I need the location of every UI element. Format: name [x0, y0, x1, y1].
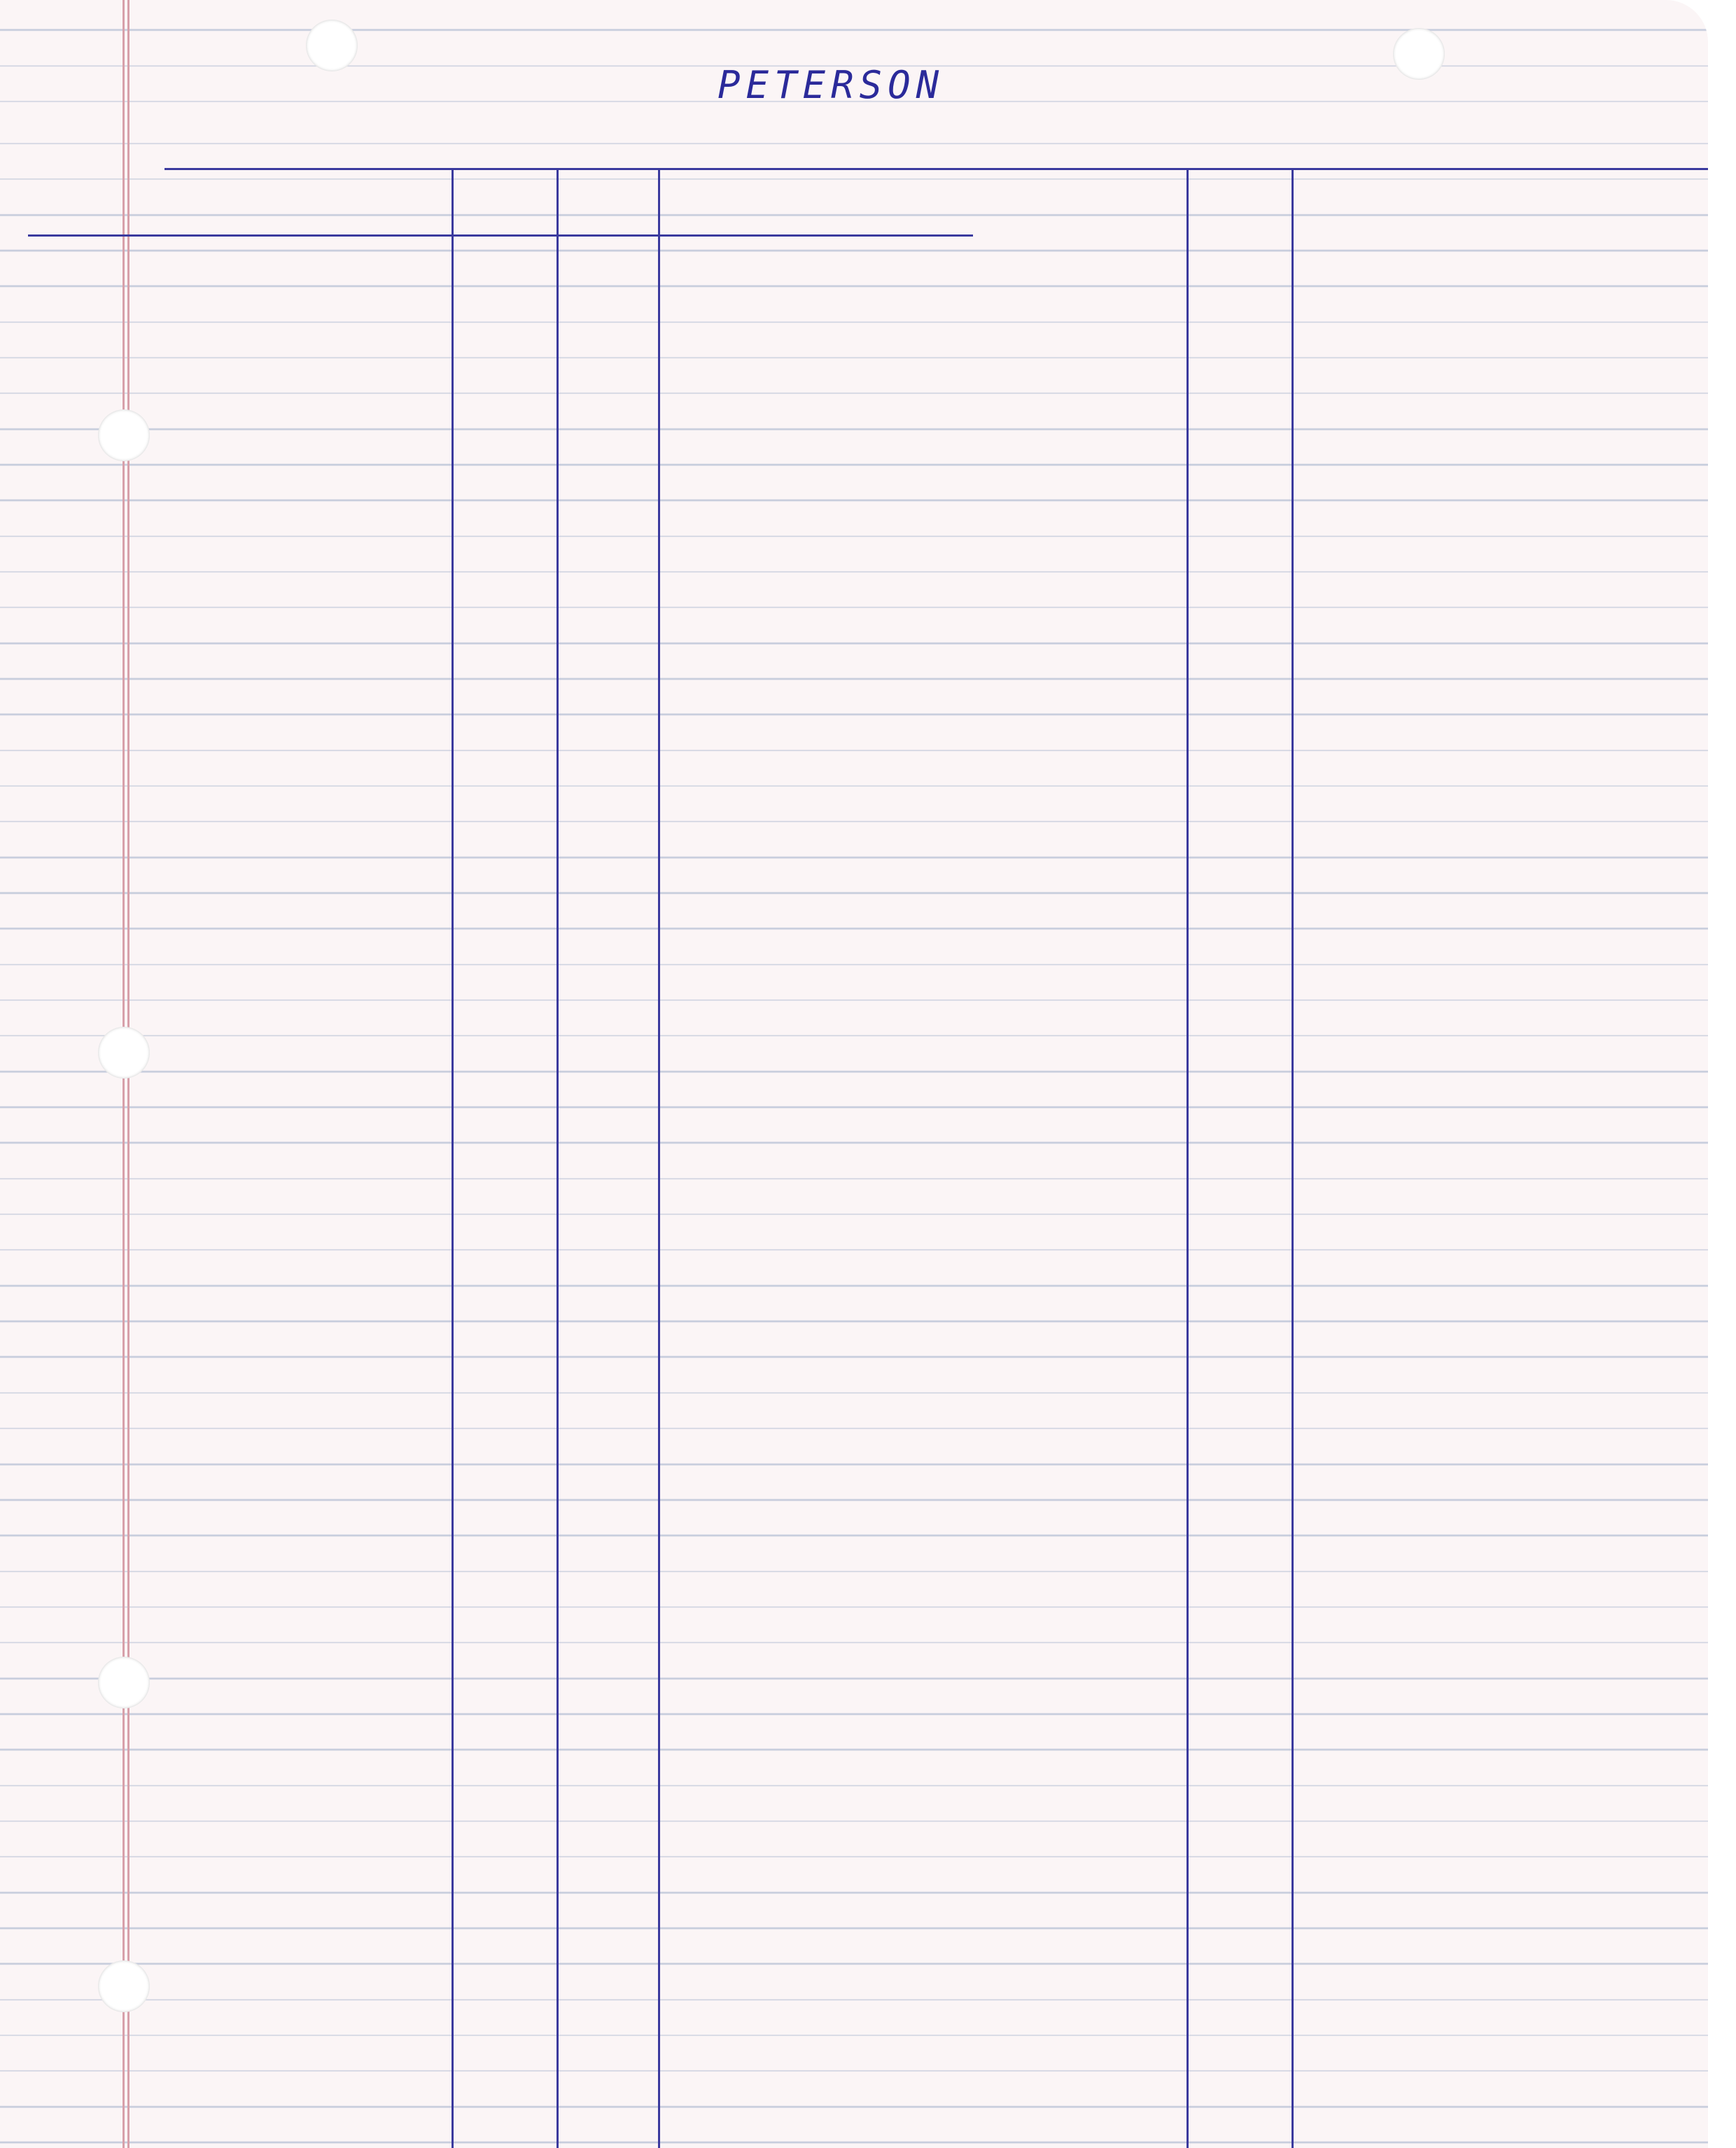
punch-hole: [98, 1027, 150, 1079]
column-rule: [658, 168, 660, 2148]
column-rule: [451, 168, 454, 2148]
punch-hole: [98, 1960, 150, 2012]
header-rule-lower: [28, 234, 973, 237]
column-rule: [1186, 168, 1189, 2148]
punch-hole: [1393, 28, 1445, 80]
punch-hole: [98, 1657, 150, 1708]
page-title: PETERSON: [718, 63, 945, 107]
column-rule: [556, 168, 559, 2148]
header-rule: [164, 168, 1708, 170]
column-rule: [1292, 168, 1294, 2148]
punch-hole: [306, 20, 358, 71]
punch-hole: [98, 409, 150, 461]
